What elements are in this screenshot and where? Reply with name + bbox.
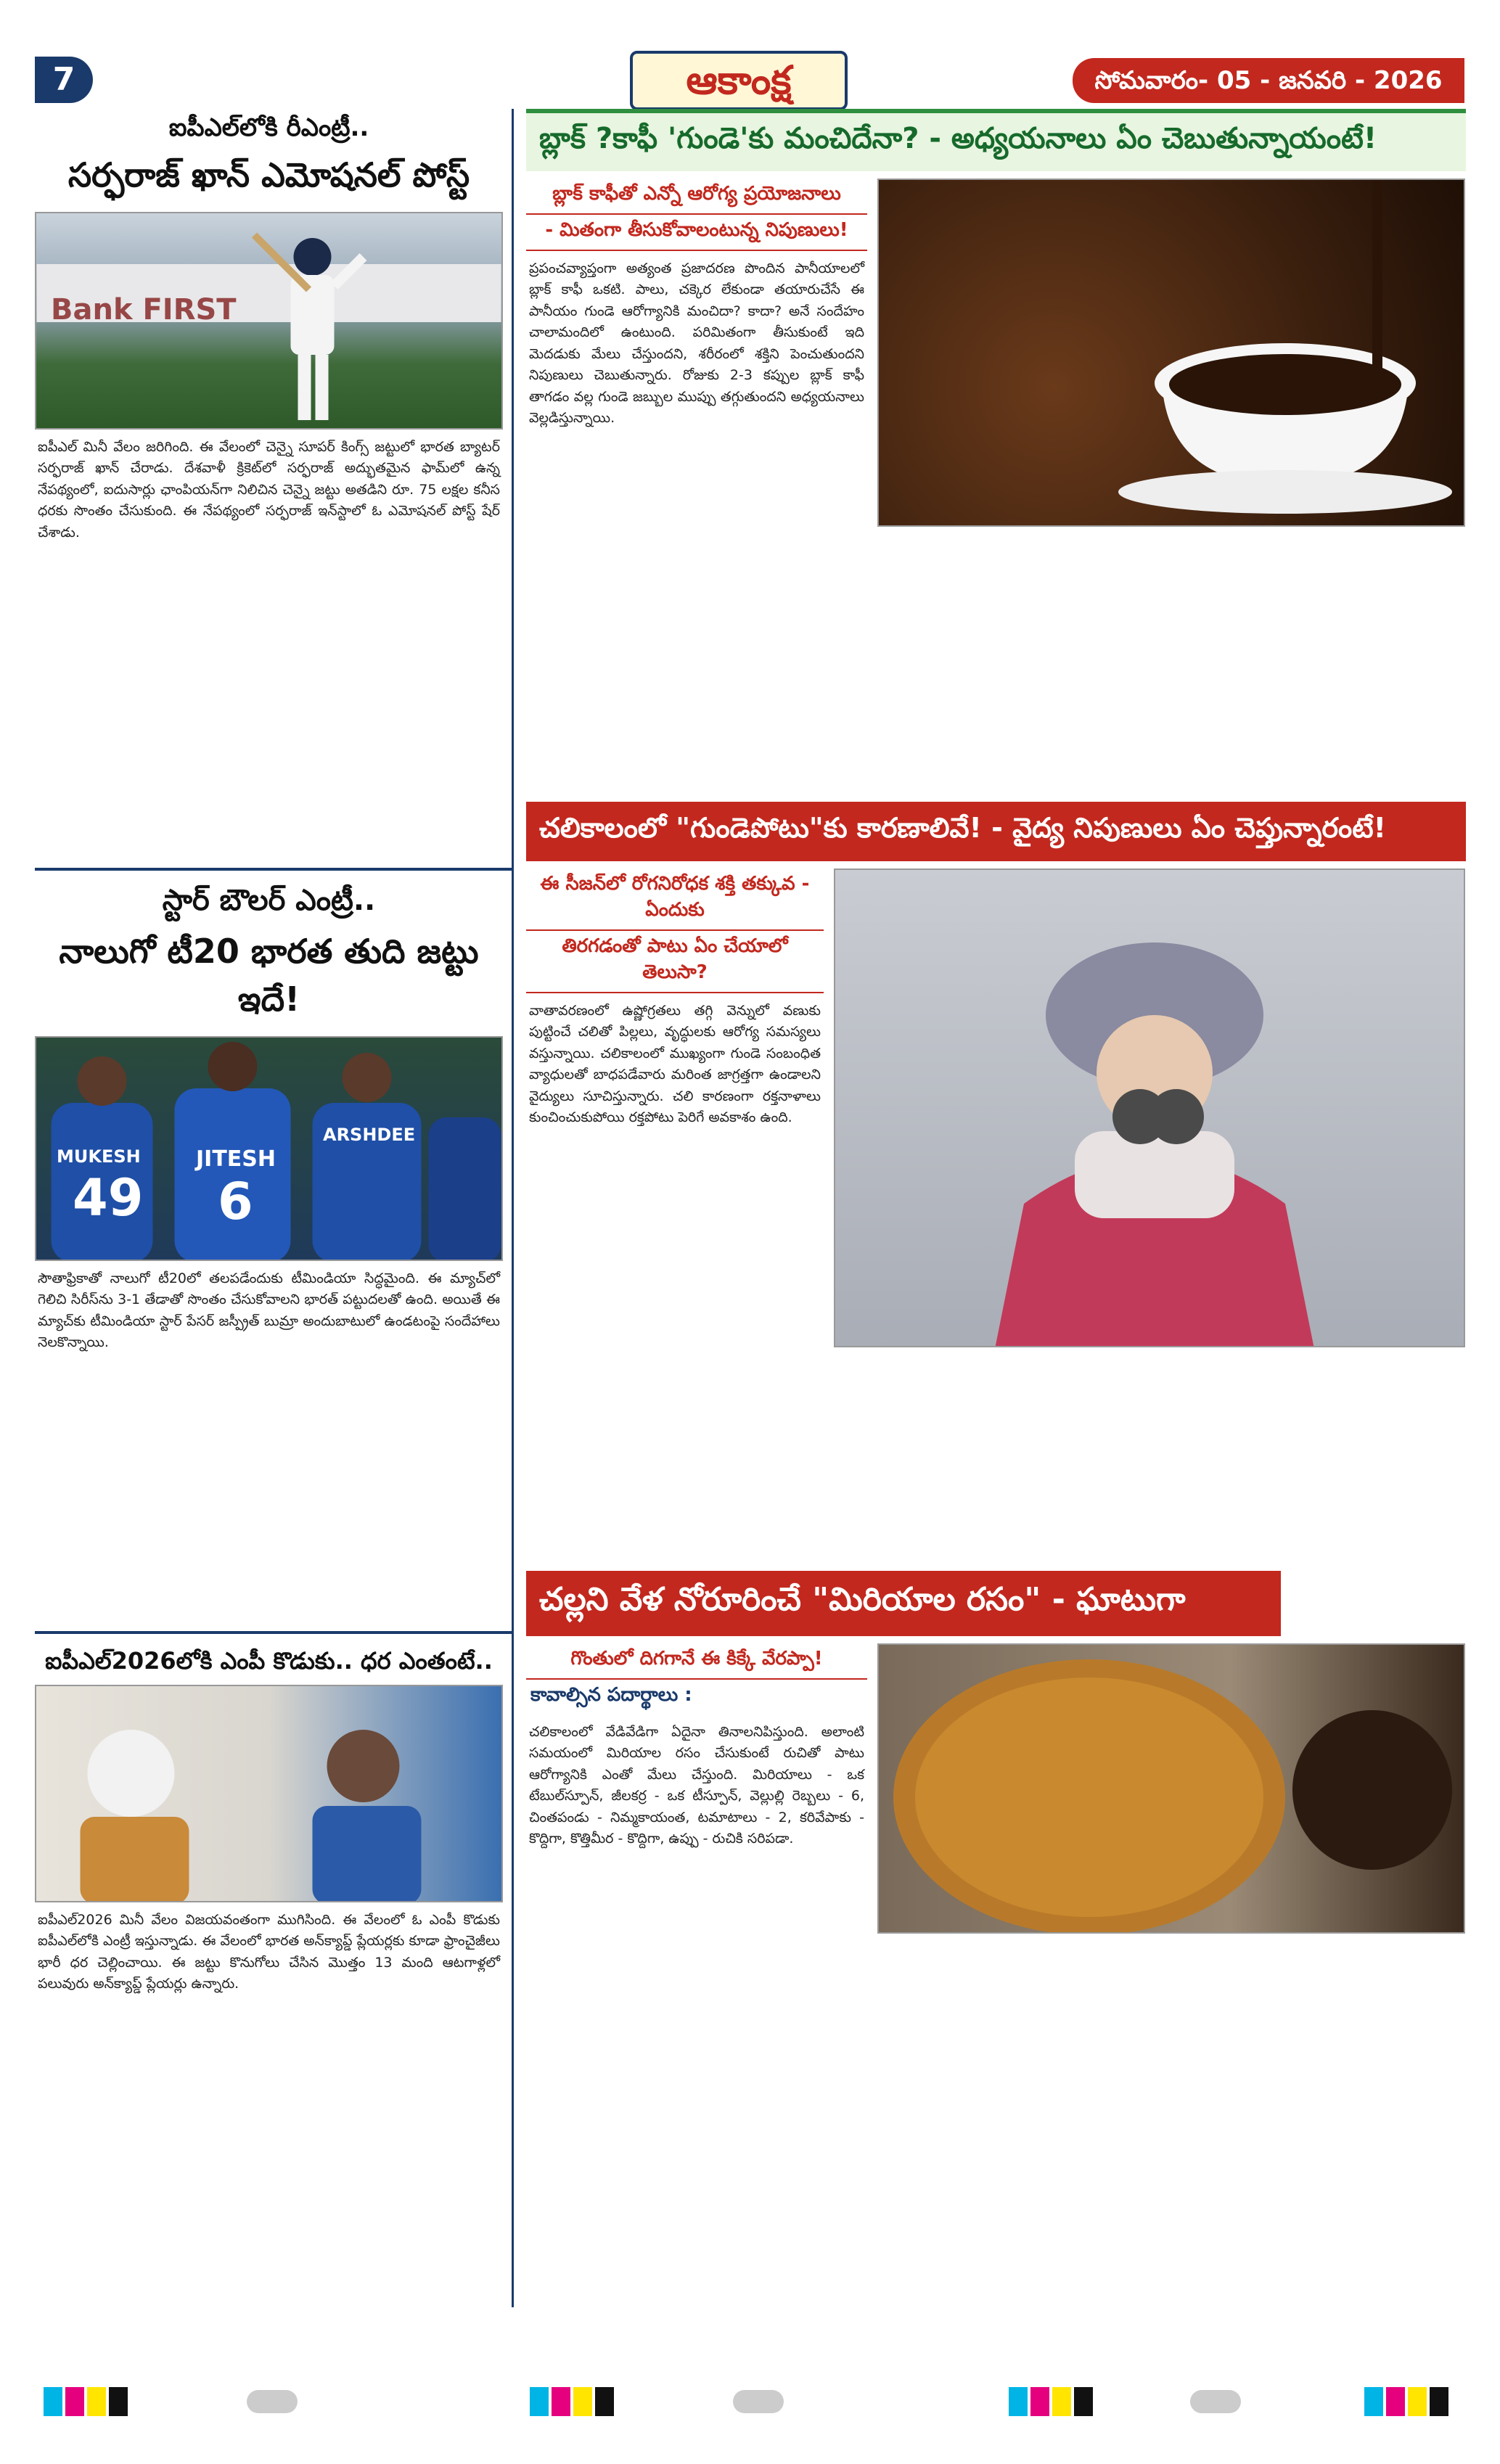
divider <box>35 1631 512 1634</box>
ingredients-heading: కావాల్సిన పదార్థాలు : <box>530 1684 692 1706</box>
jersey-number-1: 49 <box>73 1168 144 1228</box>
story-winter-heart <box>526 802 1466 1564</box>
story-subhead: బ్లాక్ కాఫీతో ఎన్నో ఆరోగ్య ప్రయోజనాలు <box>526 178 867 215</box>
page-number: 7 <box>35 57 93 103</box>
jersey-name-1: MUKESH <box>57 1146 141 1167</box>
team-photo <box>35 1036 503 1261</box>
story-subhead: గొంతులో దిగగానే ఈ కిక్కే వేరప్పా! <box>526 1643 867 1680</box>
story-headline: నాలుగో టీ20 భారత తుది జట్టు ఇదే! <box>59 932 479 1019</box>
story-body: ప్రపంచవ్యాప్తంగా అత్యంత ప్రజాదరణ పొందిన పానీయాలలో బ్లాక్ కాఫీ ఒకటి. పాలు, చక్కెర లేకుండా తయారుచేసే ఈ పానీయం గుండె ఆరోగ్యానికి మంచిదా? కాదా? అనే సందేహం చాలామందిలో ఉంటుంది. పరిమితంగా తీసుకుంటే ఇది మెదడుకు మేలు చేస్తుందని, శరీరంలో శక్తిని పెంచుతుందని నిపుణులు చెబుతున్నారు. రోజుకు 2-3 కప్పుల బ్లాక్ కాఫీ తాగడం వల్ల గుండె జబ్బుల ముప్పు తగ్గుతుందని అధ్యయనాలు వెల్లడిస్తున్నాయి. <box>529 260 864 427</box>
page-header <box>35 51 1464 116</box>
rasam-bowl-illustration <box>879 1645 1465 1934</box>
print-color-bar <box>1364 2387 1448 2416</box>
jersey-name-2: JITESH <box>196 1146 276 1172</box>
left-column <box>35 109 514 2307</box>
coffee-photo <box>877 178 1465 527</box>
story-headline: సర్ఫరాజ్ ఖాన్ ఎమోషనల్ పోస్ట్ <box>67 155 470 194</box>
story-banner: చల్లని వేళ నోరూరించే "మిరియాల రసం" - ఘాటుగా <box>526 1571 1281 1636</box>
winter-woman-photo <box>834 868 1465 1347</box>
print-color-bar <box>1009 2387 1093 2416</box>
story-subhead: ఈ సీజన్‌లో రోగనిరోధక శక్తి తక్కువ - ఏందుకు <box>526 868 824 931</box>
story-body: వాతావరణంలో ఉష్ణోగ్రతలు తగ్గి వెన్నులో వణుకు పుట్టించే చలితో పిల్లలు, వృద్ధులకు ఆరోగ్య సమస్యలు వస్తున్నాయి. చలికాలంలో ముఖ్యంగా గుండె సంబంధిత వ్యాధులతో బాధపడేవారు మరింత జాగ్రత్తగా ఉండాలని వైద్యులు సూచిస్తున్నారు. చలి కారణంగా రక్తనాళాలు కుంచించుకుపోయి రక్తపోటు పెరిగే అవకాశం ఉంది. <box>529 1003 821 1126</box>
story-banner: బ్లాక్ ?కాఫీ 'గుండె'కు మంచిదేనా? - అధ్యయనాలు ఏం చెబుతున్నాయంటే! <box>526 109 1466 171</box>
cricket-photo <box>35 212 503 430</box>
story-headline: ఐపీఎల్2026లోకి ఎంపీ కొడుకు.. ధర ఎంతంటే.. <box>45 1647 493 1675</box>
story-banner: చలికాలంలో "గుండెపోటు"కు కారణాలివే! - వైద్య నిపుణులు ఏం చెప్తున్నారంటే! <box>526 802 1466 861</box>
divider <box>35 868 512 871</box>
woman-in-snow-illustration <box>835 870 1465 1347</box>
print-register-mark <box>1190 2390 1241 2413</box>
story-body: సౌతాఫ్రికాతో నాలుగో టీ20లో తలపడేందుకు టీమిండియా సిద్ధమైంది. ఈ మ్యాచ్‌లో గెలిచి సిరీస్‌ను 3-1 తేడాతో సొంతం చేసుకోవాలని భారత్ పట్టుదలతో ఉంది. అయితే ఈ మ్యాచ్‌కు టీమిండియా స్టార్ పేసర్ జస్ప్రీత్ బుమ్రా అందుబాటులో ఉండటంపై సందేహాలు నెలకొన్నాయి. <box>38 1270 500 1351</box>
story-subhead: తిరగడంతో పాటు ఏం చేయాలో తెలుసా? <box>526 931 824 993</box>
story-mp-son <box>35 1643 512 2296</box>
jersey-number-2: 6 <box>218 1172 253 1231</box>
right-column <box>526 109 1466 2307</box>
story-subhead: - మితంగా తీసుకోవాలంటున్న నిపుణులు! <box>526 215 867 251</box>
rasam-photo <box>877 1643 1465 1934</box>
story-body: ఐపీఎల్2026 మినీ వేలం విజయవంతంగా ముగిసింది. ఈ వేలంలో ఓ ఎంపీ కొడుకు ఐపీఎల్‌లోకి ఎంట్రీ ఇస్తున్నాడు. ఈ వేలంలో భారత అన్‌క్యాప్డ్ ప్లేయర్లకు కూడా ఫ్రాంచైజీలు భారీ ధర చెల్లించాయి. ఈ జట్టు కొనుగోలు చేసిన మొత్తం 13 మంది ఆటగాళ్లలో పలువురు అన్‌క్యాప్డ్ ప్లేయర్లు ఉన్నారు. <box>38 1912 500 1992</box>
story-body: ఐపీఎల్ మినీ వేలం జరిగింది. ఈ వేలంలో చెన్నై సూపర్ కింగ్స్ జట్టులో భారత బ్యాటర్ సర్ఫరాజ్ ఖాన్ చేరాడు. దేశవాళీ క్రికెట్‌లో సర్ఫరాజ్ అద్భుతమైన ఫామ్‌లో ఉన్న నేపథ్యంలో, ఐదుసార్లు ఛాంపియన్‌గా నిలిచిన చెన్నై జట్టు అతడిని రూ. 75 లక్షల కనీస ధరకు సొంతం చేసుకుంది. ఈ నేపథ్యంలో సర్ఫరాజ్ ఇన్‌స్టాలో ఓ ఎమోషనల్ పోస్ట్ షేర్ చేశాడు. <box>38 439 500 541</box>
story-kicker: స్టార్ బౌలర్ ఎంట్రీ.. <box>162 884 376 917</box>
print-color-bar <box>44 2387 128 2416</box>
jersey-name-3: ARSHDEE <box>323 1125 416 1145</box>
photo-signage: Bank FIRST <box>51 293 237 327</box>
dateline: సోమవారం- 05 - జనవరి - 2026 <box>1073 58 1464 103</box>
print-color-bar <box>530 2387 614 2416</box>
mp-son-photo <box>35 1685 503 1902</box>
coffee-cup-illustration <box>879 180 1465 527</box>
masthead-logo: ఆకాంక్ష <box>630 51 848 110</box>
print-register-mark <box>247 2390 298 2413</box>
print-register-mark <box>733 2390 784 2413</box>
story-kicker: ఐపీఎల్‌లోకి రీఎంట్రీ.. <box>168 113 369 142</box>
story-black-coffee <box>526 109 1466 794</box>
portraits-illustration <box>36 1686 501 1902</box>
story-sarfaraz <box>35 109 512 863</box>
story-t20 <box>35 879 512 1627</box>
story-body: చలికాలంలో వేడివేడిగా ఏదైనా తినాలనిపిస్తుంది. అలాంటి సమయంలో మిరియాల రసం చేసుకుంటే రుచితో పాటు ఆరోగ్యానికి ఎంతో మేలు చేస్తుంది. మిరియాలు - ఒక టేబుల్‌స్పూన్, జీలకర్ర - ఒక టీస్పూన్, వెల్లుల్లి రెబ్బలు - 6, చింతపండు - నిమ్మకాయంత, టమాటాలు - 2, కరివేపాకు - కొద్దిగా, కొత్తిమీర - కొద్దిగా, ఉప్పు - రుచికి సరిపడా. <box>529 1724 864 1847</box>
story-pepper-rasam <box>526 1571 1466 2282</box>
